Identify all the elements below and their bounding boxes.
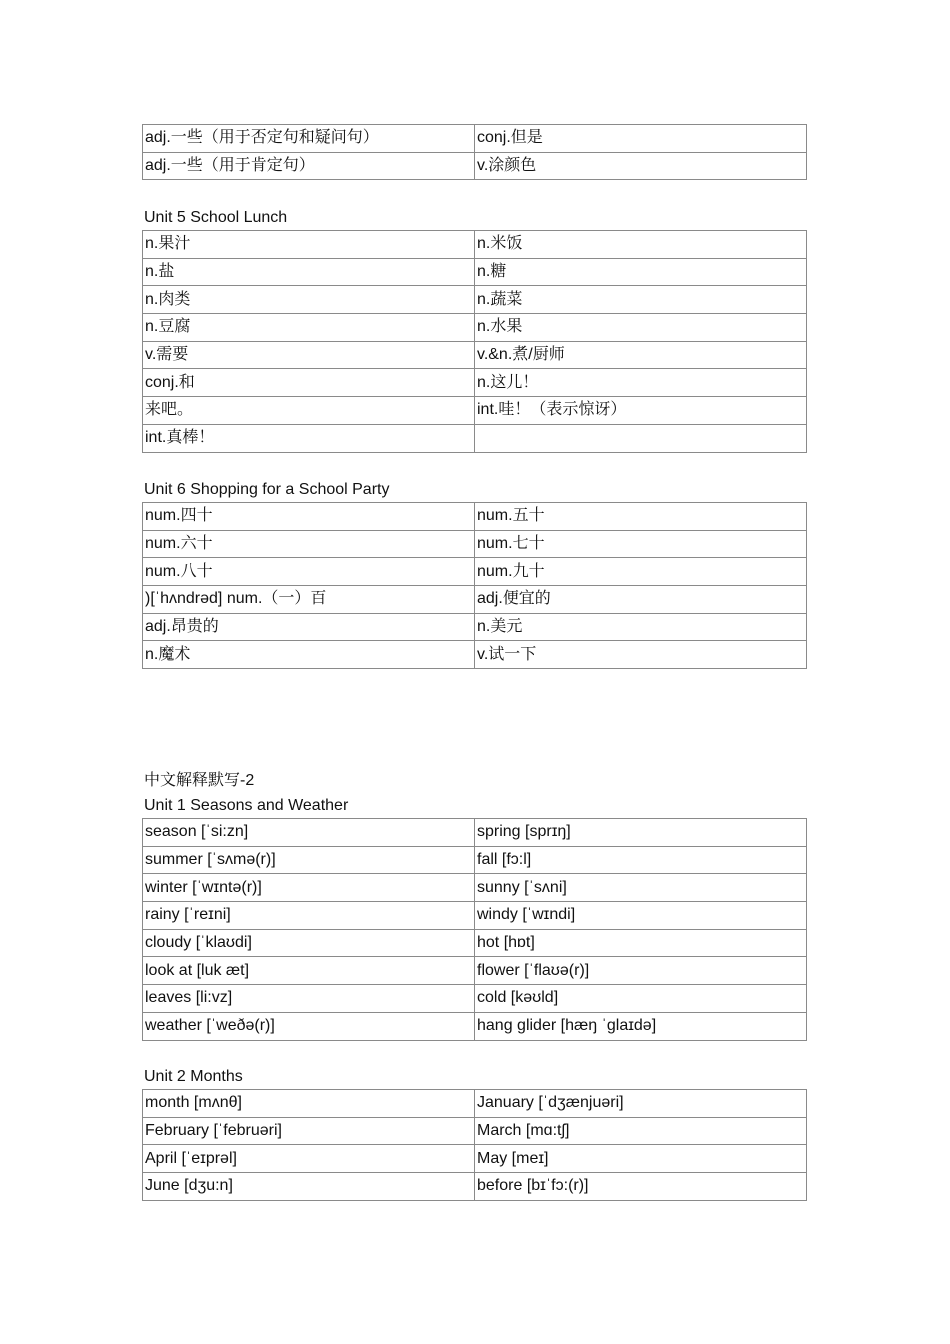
word-cell: adj.昂贵的 — [143, 613, 475, 641]
table-row — [143, 558, 807, 586]
word-cell: adj.一些（用于肯定句） — [143, 152, 475, 180]
word-cell: May [meɪ] — [475, 1145, 807, 1173]
table-row — [143, 152, 807, 180]
unit-heading: Unit 2 Months — [144, 1068, 243, 1085]
table-row — [143, 286, 807, 314]
table-row — [143, 929, 807, 957]
word-cell: hot [hɒt] — [475, 929, 807, 957]
word-cell: n.美元 — [475, 613, 807, 641]
table-row — [143, 341, 807, 369]
word-cell: March [mɑ:tʃ] — [475, 1117, 807, 1145]
table-row — [143, 503, 807, 531]
table-row — [143, 985, 807, 1013]
unit-heading: Unit 5 School Lunch — [144, 209, 288, 226]
word-cell: v.涂颜色 — [475, 152, 807, 180]
table-row — [143, 258, 807, 286]
table-row — [143, 846, 807, 874]
word-cell: hang glider [hæŋ ˈglaɪdə] — [475, 1012, 807, 1040]
word-cell: n.果汁 — [143, 231, 475, 259]
table-row — [143, 424, 807, 452]
word-cell: n.水果 — [475, 314, 807, 342]
word-cell: n.魔术 — [143, 641, 475, 669]
word-cell: v.需要 — [143, 341, 475, 369]
table-row — [143, 1145, 807, 1173]
vocab-table-unit2 — [142, 1089, 807, 1201]
word-cell: flower [ˈflaʊə(r)] — [475, 957, 807, 985]
word-cell: adj.便宜的 — [475, 586, 807, 614]
word-cell: before [bɪˈfɔ:(r)] — [475, 1173, 807, 1201]
word-cell: windy [ˈwɪndi] — [475, 902, 807, 930]
table-row — [143, 613, 807, 641]
word-cell: conj.但是 — [475, 125, 807, 153]
word-cell: num.八十 — [143, 558, 475, 586]
word-cell: num.七十 — [475, 530, 807, 558]
word-cell: rainy [ˈreɪni] — [143, 902, 475, 930]
table-row — [143, 1090, 807, 1118]
word-cell: cloudy [ˈklaʊdi] — [143, 929, 475, 957]
table-row — [143, 1173, 807, 1201]
word-cell: n.肉类 — [143, 286, 475, 314]
word-cell: look at [luk æt] — [143, 957, 475, 985]
unit-heading: Unit 1 Seasons and Weather — [144, 797, 349, 814]
word-cell: 来吧。 — [143, 397, 475, 425]
word-cell: fall [fɔ:l] — [475, 846, 807, 874]
word-cell: February [ˈfebruəri] — [143, 1117, 475, 1145]
word-cell: cold [kəʊld] — [475, 985, 807, 1013]
vocab-table-unit6 — [142, 502, 807, 669]
word-cell: conj.和 — [143, 369, 475, 397]
table-row — [143, 1012, 807, 1040]
table-row — [143, 397, 807, 425]
word-cell: April [ˈeɪprəl] — [143, 1145, 475, 1173]
word-cell: spring [sprɪŋ] — [475, 819, 807, 847]
word-cell: weather [ˈweðə(r)] — [143, 1012, 475, 1040]
word-cell: )[ˈhʌndrəd] num.（一）百 — [143, 586, 475, 614]
table-row — [143, 530, 807, 558]
word-cell: int.哇！（表示惊讶） — [475, 397, 807, 425]
word-cell: n.盐 — [143, 258, 475, 286]
word-cell: v.&n.煮/厨师 — [475, 341, 807, 369]
word-cell: num.四十 — [143, 503, 475, 531]
table-row — [143, 957, 807, 985]
word-cell: n.这儿！ — [475, 369, 807, 397]
vocab-table-unit5 — [142, 230, 807, 453]
word-cell: June [dʒu:n] — [143, 1173, 475, 1201]
word-cell: num.五十 — [475, 503, 807, 531]
word-cell: January [ˈdʒænjuəri] — [475, 1090, 807, 1118]
word-cell: v.试一下 — [475, 641, 807, 669]
unit-heading: Unit 6 Shopping for a School Party — [144, 481, 390, 498]
word-cell: leaves [li:vz] — [143, 985, 475, 1013]
word-cell: season [ˈsi:zn] — [143, 819, 475, 847]
table-row — [143, 586, 807, 614]
vocab-table-unit1 — [142, 818, 807, 1041]
word-cell: sunny [ˈsʌni] — [475, 874, 807, 902]
table-row — [143, 641, 807, 669]
table-row — [143, 314, 807, 342]
word-cell: n.蔬菜 — [475, 286, 807, 314]
table-row — [143, 1117, 807, 1145]
word-cell: num.九十 — [475, 558, 807, 586]
table-row — [143, 902, 807, 930]
table-row — [143, 231, 807, 259]
word-cell — [475, 424, 807, 452]
vocab-table-unit4-tail — [142, 124, 807, 180]
table-row — [143, 369, 807, 397]
section-title: 中文解释默写-2 — [144, 772, 255, 789]
word-cell: int.真棒！ — [143, 424, 475, 452]
word-cell: month [mʌnθ] — [143, 1090, 475, 1118]
word-cell: n.米饭 — [475, 231, 807, 259]
word-cell: winter [ˈwɪntə(r)] — [143, 874, 475, 902]
word-cell: num.六十 — [143, 530, 475, 558]
table-row — [143, 125, 807, 153]
table-row — [143, 874, 807, 902]
word-cell: adj.一些（用于否定句和疑问句） — [143, 125, 475, 153]
table-row — [143, 819, 807, 847]
word-cell: n.糖 — [475, 258, 807, 286]
word-cell: n.豆腐 — [143, 314, 475, 342]
word-cell: summer [ˈsʌmə(r)] — [143, 846, 475, 874]
